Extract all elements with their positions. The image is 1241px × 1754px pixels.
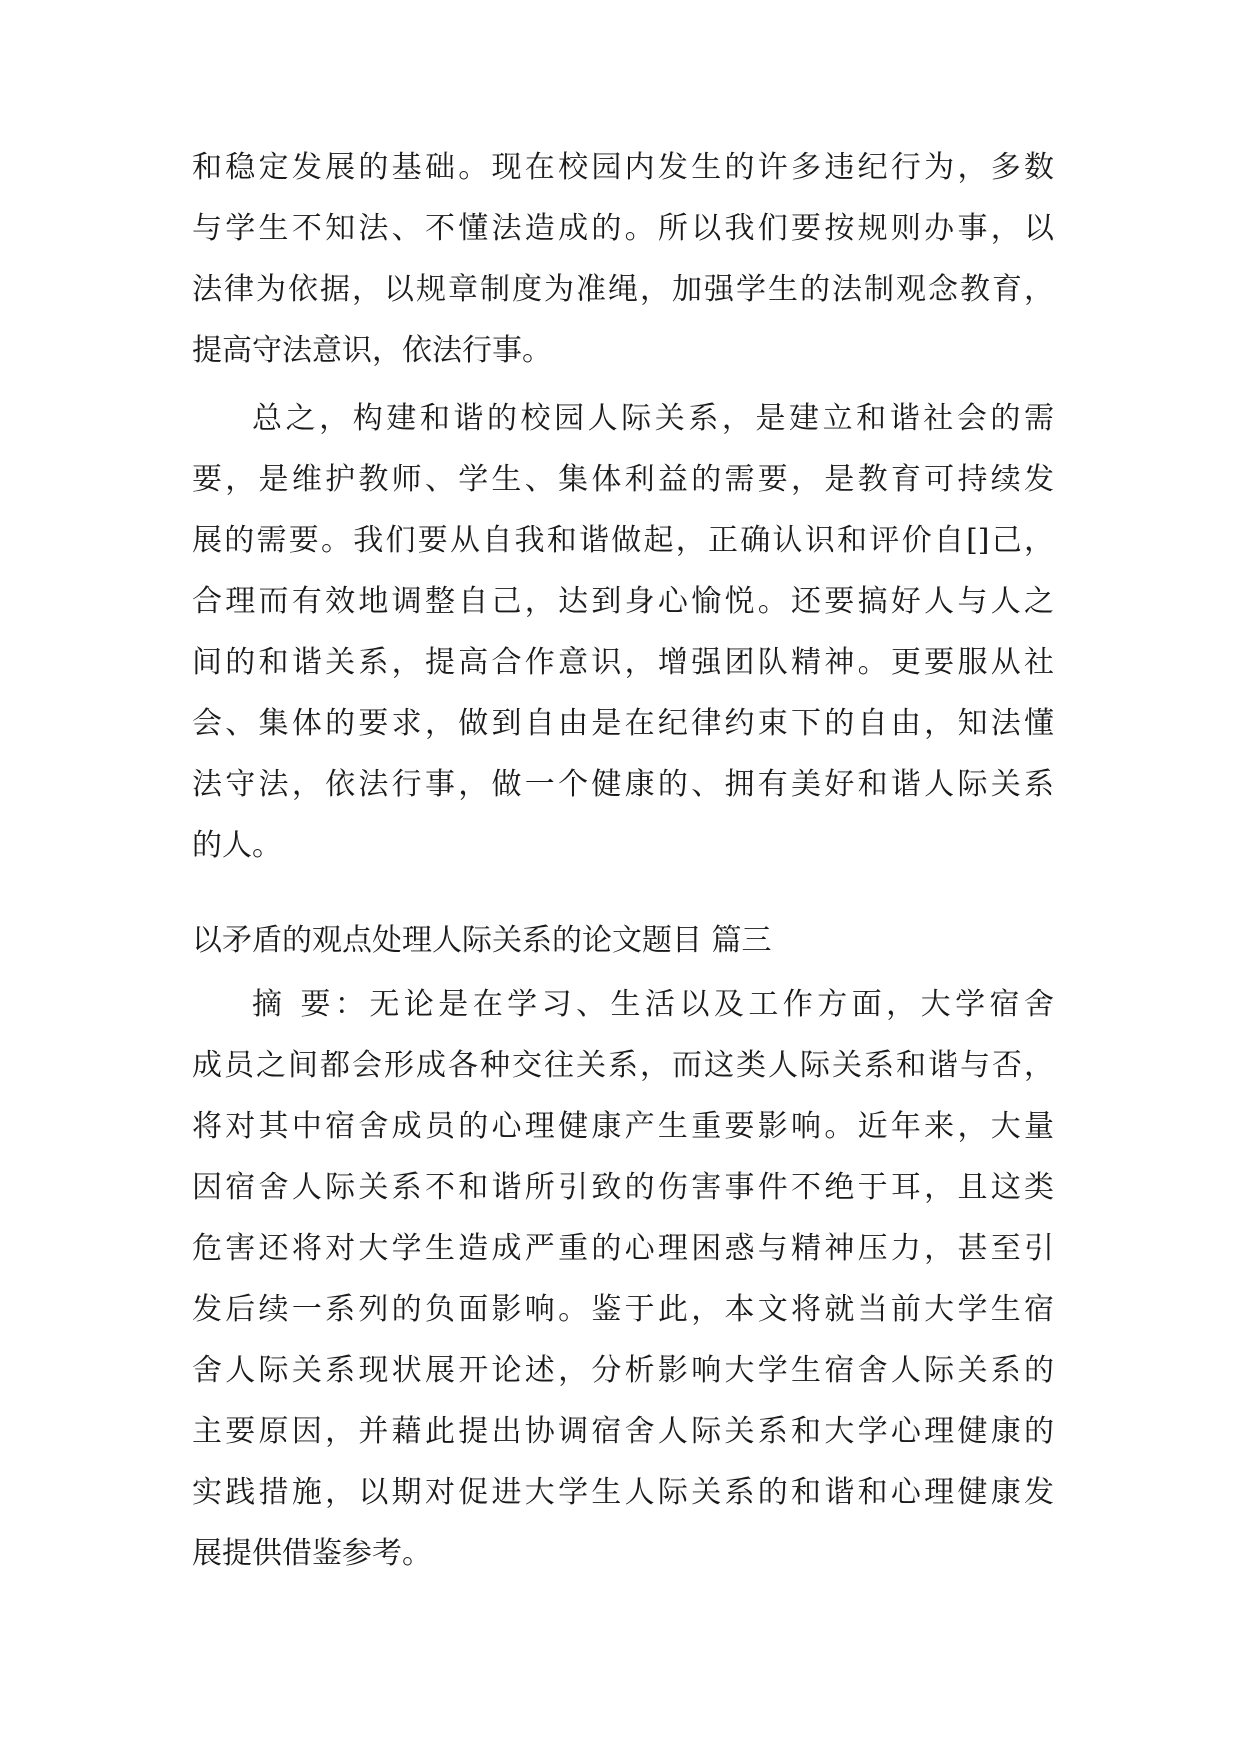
abstract-line-10: 展提供借鉴参考。 bbox=[192, 1536, 432, 1571]
abstract-line-2: 成员之间都会形成各种交往关系，而这类人际关系和谐与否， bbox=[192, 1048, 1054, 1083]
abstract-line-3: 将对其中宿舍成员的心理健康产生重要影响。近年来，大量 bbox=[192, 1109, 1054, 1144]
paragraph-2-line-1: 总之，构建和谐的校园人际关系，是建立和谐社会的需 bbox=[252, 401, 1054, 436]
abstract-line-4: 因宿舍人际关系不和谐所引致的伤害事件不绝于耳，且这类 bbox=[192, 1170, 1054, 1205]
paragraph-2-line-2: 要，是维护教师、学生、集体利益的需要，是教育可持续发 bbox=[192, 462, 1054, 497]
abstract-line-7: 舍人际关系现状展开论述，分析影响大学生宿舍人际关系的 bbox=[192, 1353, 1054, 1388]
paragraph-2-line-5: 间的和谐关系，提高合作意识，增强团队精神。更要服从社 bbox=[192, 645, 1054, 680]
section-heading: 以矛盾的观点处理人际关系的论文题目 篇三 bbox=[192, 923, 772, 958]
abstract-line-5: 危害还将对大学生造成严重的心理困惑与精神压力，甚至引 bbox=[192, 1231, 1054, 1266]
paragraph-2-line-4: 合理而有效地调整自己，达到身心愉悦。还要搞好人与人之 bbox=[192, 584, 1054, 619]
paragraph-2-line-8: 的人。 bbox=[192, 828, 282, 863]
paragraph-2-line-3: 展的需要。我们要从自我和谐做起，正确认识和评价自[]己， bbox=[192, 523, 1054, 558]
abstract-line-1: 摘 要：无论是在学习、生活以及工作方面，大学宿舍 bbox=[252, 987, 1054, 1022]
paragraph-1-line-4: 提高守法意识，依法行事。 bbox=[192, 333, 552, 368]
paragraph-1-line-2: 与学生不知法、不懂法造成的。所以我们要按规则办事，以 bbox=[192, 211, 1054, 246]
abstract-line-9: 实践措施，以期对促进大学生人际关系的和谐和心理健康发 bbox=[192, 1475, 1054, 1510]
paragraph-2-line-7: 法守法，依法行事，做一个健康的、拥有美好和谐人际关系 bbox=[192, 767, 1054, 802]
abstract-line-8: 主要原因，并藉此提出协调宿舍人际关系和大学心理健康的 bbox=[192, 1414, 1054, 1449]
abstract-line-6: 发后续一系列的负面影响。鉴于此，本文将就当前大学生宿 bbox=[192, 1292, 1054, 1327]
paragraph-1-line-1: 和稳定发展的基础。现在校园内发生的许多违纪行为，多数 bbox=[192, 150, 1054, 185]
paragraph-2-line-6: 会、集体的要求，做到自由是在纪律约束下的自由，知法懂 bbox=[192, 706, 1054, 741]
paragraph-1-line-3: 法律为依据，以规章制度为准绳，加强学生的法制观念教育， bbox=[192, 272, 1054, 307]
